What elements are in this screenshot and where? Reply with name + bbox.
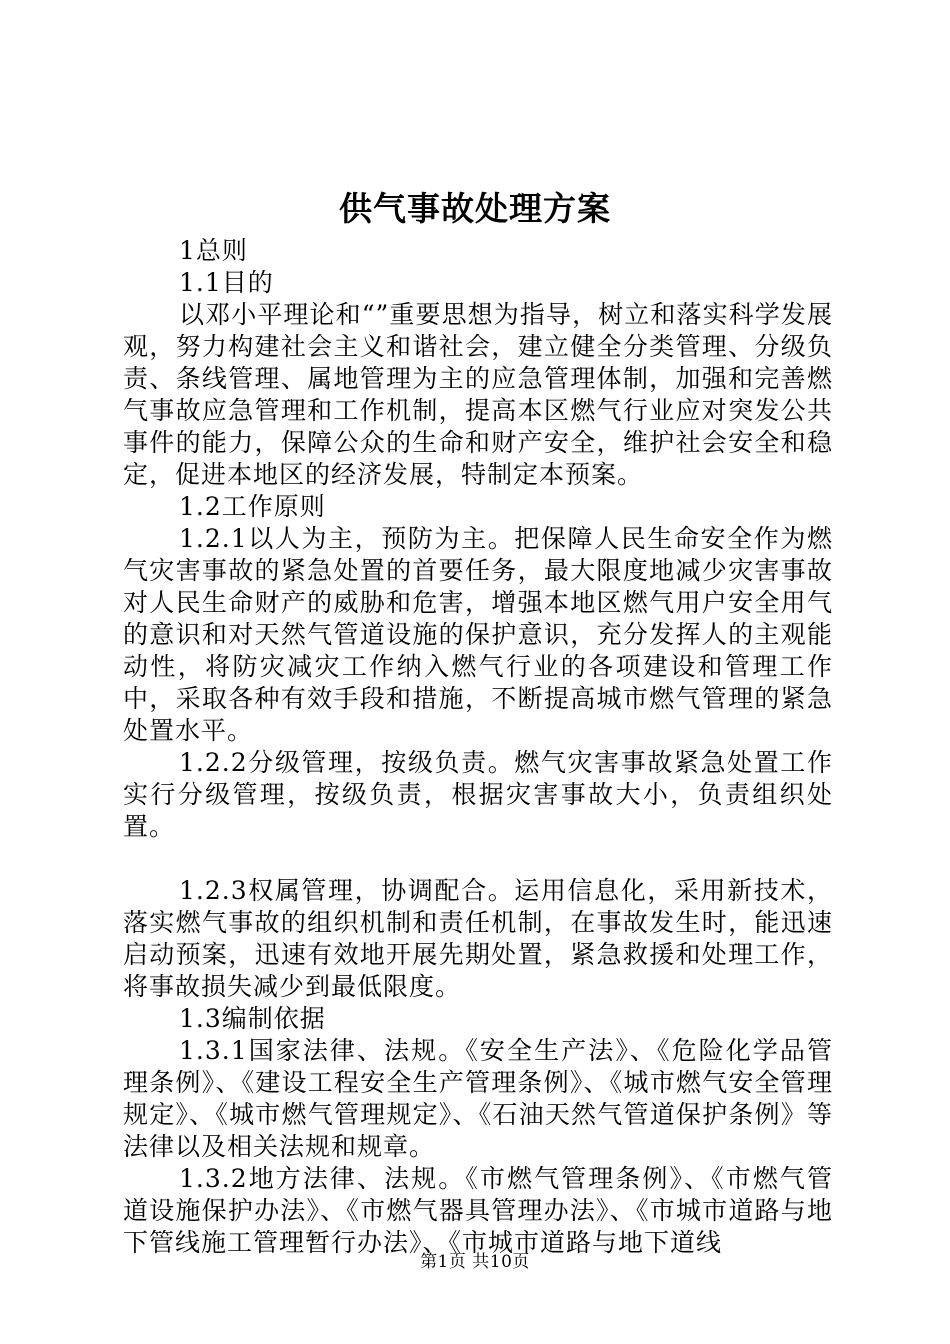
body-paragraph: 以邓小平理论和“”重要思想为指导，树立和落实科学发展观，努力构建社会主义和谐社会，建立健全分类管理、分级负责、条线管理、属地管理为主的应急管理体制，加强和完善燃气事故应急管理和工作机制，提高本区燃气行业应对突发公共事件的能力，保障公众的生命和财产安全，维护社会安全和稳定，促进本地区的经济发展，特制定本预案。: [123, 300, 833, 489]
body-paragraph: 1.2.2分级管理，按级负责。燃气灾害事故紧急处置工作实行分级管理，按级负责，根据灾害事故大小，负责组织处置。: [123, 748, 833, 841]
document-title: 供气事故处理方案: [339, 189, 611, 228]
section-heading: 1.2工作原则: [179, 492, 326, 521]
body-paragraph: 1.3.2地方法律、法规。《市燃气管理条例》、《市燃气管道设施保护办法》、《市燃气器具管理办法》、《市城市道路与地下管线施工管理暂行办法》、《市城市道路与地下道线: [123, 1164, 833, 1257]
page-footer: 第1页 共10页: [420, 1252, 530, 1272]
body-paragraph: 1.3.1国家法律、法规。《安全生产法》、《危险化学品管理条例》、《建设工程安全生产管理条例》、《城市燃气安全管理规定》、《城市燃气管理规定》、《石油天然气管道保护条例》等法律以及相关法规和规章。: [123, 1036, 833, 1161]
section-heading: 1总则: [179, 236, 248, 265]
document-body: [123, 235, 833, 1259]
section-heading: 1.1目的: [179, 268, 274, 297]
body-paragraph: 1.2.3权属管理，协调配合。运用信息化，采用新技术，落实燃气事故的组织机制和责任机制，在事故发生时，能迅速启动预案，迅速有效地开展先期处置，紧急救援和处理工作，将事故损失减少到最低限度。: [123, 876, 833, 1001]
body-paragraph: 1.2.1以人为主，预防为主。把保障人民生命安全作为燃气灾害事故的紧急处置的首要任务，最大限度地减少灾害事故对人民生命财产的威胁和危害，增强本地区燃气用户安全用气的意识和对天然气管道设施的保护意识，充分发挥人的主观能动性，将防灾减灾工作纳入燃气行业的各项建设和管理工作中，采取各种有效手段和措施，不断提高城市燃气管理的紧急处置水平。: [123, 524, 833, 745]
section-heading: 1.3编制依据: [179, 1004, 326, 1033]
paragraph-spacer: [123, 843, 833, 875]
